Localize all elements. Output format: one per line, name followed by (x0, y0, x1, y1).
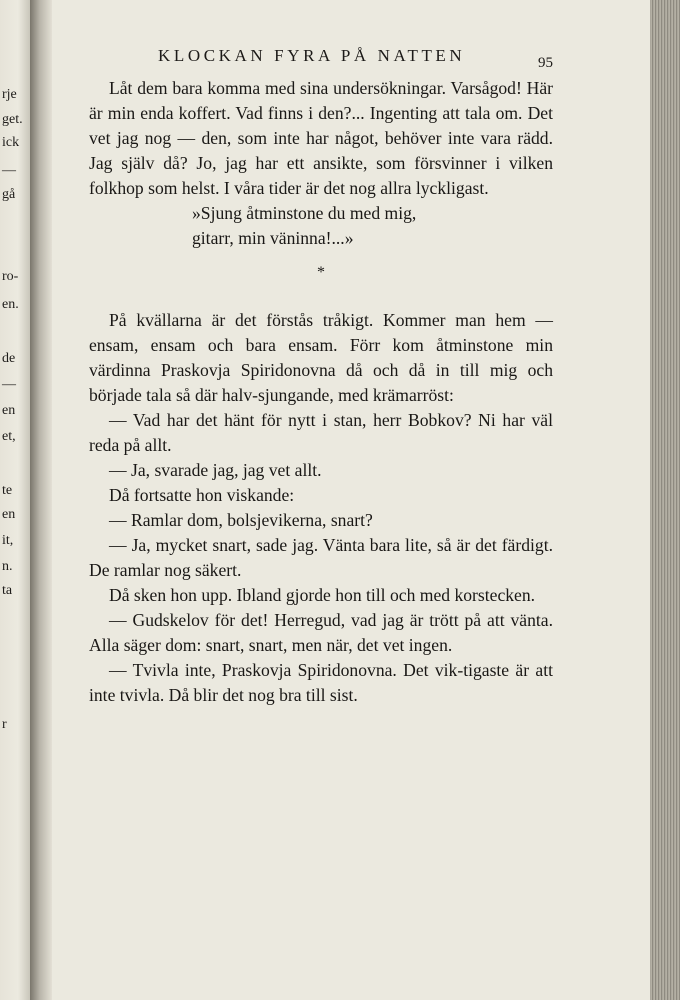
dialogue-paragraph: — Gudskelov för det! Herregud, vad jag är trött på att vänta. Alla säger dom: snart, snart, men när, det vet ingen. (89, 610, 553, 655)
dialogue-paragraph: — Ja, mycket snart, sade jag. Vänta bara lite, så är det färdigt. De ramlar nog säkert. (89, 535, 553, 580)
facing-page-fragment: et, (2, 429, 16, 444)
facing-page-fragment: it, (2, 533, 14, 548)
page-number: 95 (538, 55, 553, 71)
facing-page-fragment: en (2, 403, 16, 418)
paragraph: Låt dem bara komma med sina undersökningar. Varsågod! Här är min enda koffert. Vad finns i den?... Ingenting att tala om. Det vet jag nog — den, som inte har något, behöver inte vara rädd. Jag själv då? Jo, jag har ett ansikte, som försvinner i vilken folkhop som helst. I våra tider är det nog allra lyckligast. (89, 78, 553, 198)
book-gutter (30, 0, 52, 1000)
facing-page-fragment: te (2, 483, 13, 498)
facing-page-fragment: get. (2, 112, 23, 127)
facing-page-fragment: ro- (2, 269, 19, 284)
verse-line: »Sjung åtminstone du med mig, (192, 203, 417, 223)
verse-line: gitarr, min väninna!...» (192, 228, 354, 248)
facing-page-fragment: en (2, 507, 16, 522)
page-edges (650, 0, 680, 1000)
facing-page-fragment: — (2, 163, 16, 178)
running-title: KLOCKAN FYRA PÅ NATTEN (158, 46, 466, 65)
facing-page-fragment: ta (2, 583, 13, 598)
dialogue-paragraph: — Tvivla inte, Praskovja Spiridonovna. Det vik-tigaste är att inte tvivla. Då blir det nog bra till sist. (89, 660, 553, 705)
facing-page-fragment: n. (2, 559, 13, 574)
paragraph: Då fortsatte hon viskande: (109, 485, 295, 505)
paragraph: Då sken hon upp. Ibland gjorde hon till och med korstecken. (109, 585, 536, 605)
facing-page-fragment: gå (2, 187, 16, 202)
dialogue-paragraph: — Ramlar dom, bolsjevikerna, snart? (109, 510, 373, 530)
body-text (89, 76, 553, 708)
facing-page-fragment: — (2, 377, 16, 392)
dialogue-paragraph: — Ja, svarade jag, jag vet allt. (109, 460, 322, 480)
facing-page-fragment: de (2, 351, 16, 366)
paragraph: På kvällarna är det förstås tråkigt. Kommer man hem — ensam, ensam och bara ensam. Förr kom åtminstone min värdinna Praskovja Spiridonovna då och då in till mig och började tala så där halv-sjungande, med krämarröst: (89, 310, 553, 405)
facing-page-edge (0, 0, 30, 1000)
dialogue-paragraph: — Vad har det hänt för nytt i stan, herr Bobkov? Ni har väl reda på allt. (89, 410, 553, 455)
section-separator: * (317, 264, 325, 281)
facing-page-fragment: r (2, 717, 7, 732)
facing-page-fragment: en. (2, 297, 19, 312)
facing-page-fragment: ick (2, 135, 20, 150)
facing-page-fragment: rje (2, 87, 17, 102)
